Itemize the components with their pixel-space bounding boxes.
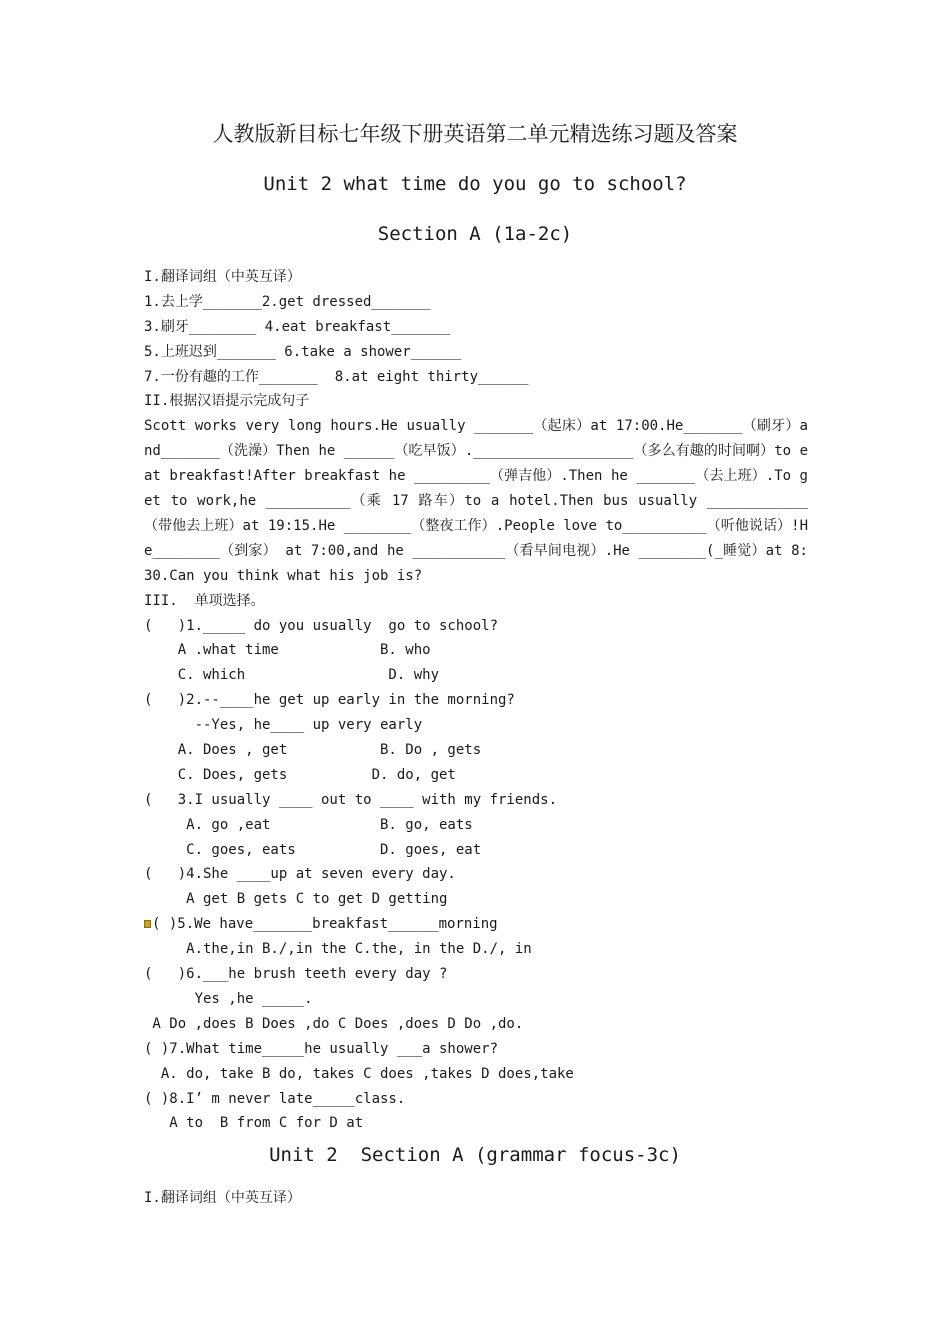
option-line: A to B from C for D at [144,1115,364,1132]
section2-heading: I.翻译词组（中英互译） [144,1190,301,1206]
option-line: A. go ,eat B. go, eats [144,816,473,833]
part2-paragraph: Scott works very long hours.He usually _______（起床）at 17:00.He_______（刷牙）and_______（洗澡）Then he ______（吃早饭）.___________________（多么有趣的时间啊）to eat breakfast!After breakfast he _________（弹吉他）.Then he _______（去上班）.To get to work,he __________（乘 17 路车）to a hotel.Then bus usually ____________（带他去上班）at 19:15.He ________（整夜工作）.People love to__________（听他说话）!He________（到家） at 7:00,and he ___________（看早间电视）.He ________(_睡觉）at 8:30.Can you think what his job is? [144,418,808,584]
option-line: C. Does, gets D. do, get [144,766,456,783]
part1-line: 1.去上学_______2.get dressed_______ [144,293,431,310]
question-line: ( )8.I’ m never late_____class. [144,1090,406,1107]
part3-heading: III. 单项选择。 [144,592,265,609]
question-line: --Yes, he____ up very early [144,717,423,734]
question-line: ( )2.--____he get up early in the morning? [144,692,515,709]
option-line: A.the,in B./,in the C.the, in the D./, in [144,941,532,958]
option-line: A. Does , get B. Do , gets [144,742,482,759]
option-line: C. goes, eats D. goes, eat [144,841,482,858]
question-text: ( )5.We have_______breakfast______morning [152,916,498,933]
question-line: ( )1._____ do you usually go to school? [144,617,499,634]
option-line: A Do ,does B Does ,do C Does ,does D Do ,do. [144,1015,524,1032]
exercise-body [144,265,808,1136]
part2-heading: II.根据汉语提示完成句子 [144,393,310,410]
part1-heading: I.翻译词组（中英互译） [144,269,301,285]
part1-line: 5.上班迟到_______ 6.take a shower______ [144,343,462,360]
question-line-with-marker [144,912,808,937]
section-title: Section A (1a-2c) [377,223,573,245]
option-line: A. do, take B do, takes C does ,takes D does,take [144,1065,574,1082]
part1-line: 3.刷牙________ 4.eat breakfast_______ [144,318,451,335]
unit-title: Unit 2 what time do you go to school? [263,173,687,195]
option-line: C. which D. why [144,667,440,684]
part1-line: 7.一份有趣的工作_______ 8.at eight thirty______ [144,368,529,385]
question-line: Yes ,he _____. [144,990,313,1007]
question-line: ( )7.What time_____he usually ___a shower? [144,1040,499,1057]
document-title: 人教版新目标七年级下册英语第二单元精选练习题及答案 [212,122,738,146]
section2-title: Unit 2 Section A (grammar focus-3c) [269,1144,681,1166]
edit-marker-icon [144,920,151,928]
option-line: A get B gets C to get D getting [144,891,448,908]
section2-body [144,1186,808,1211]
question-line: ( )4.She ____up at seven every day. [144,866,456,883]
question-line: ( )6.___he brush teeth every day ? [144,966,448,983]
option-line: A .what time B. who [144,642,431,659]
question-line: ( 3.I usually ____ out to ____ with my friends. [144,791,558,808]
